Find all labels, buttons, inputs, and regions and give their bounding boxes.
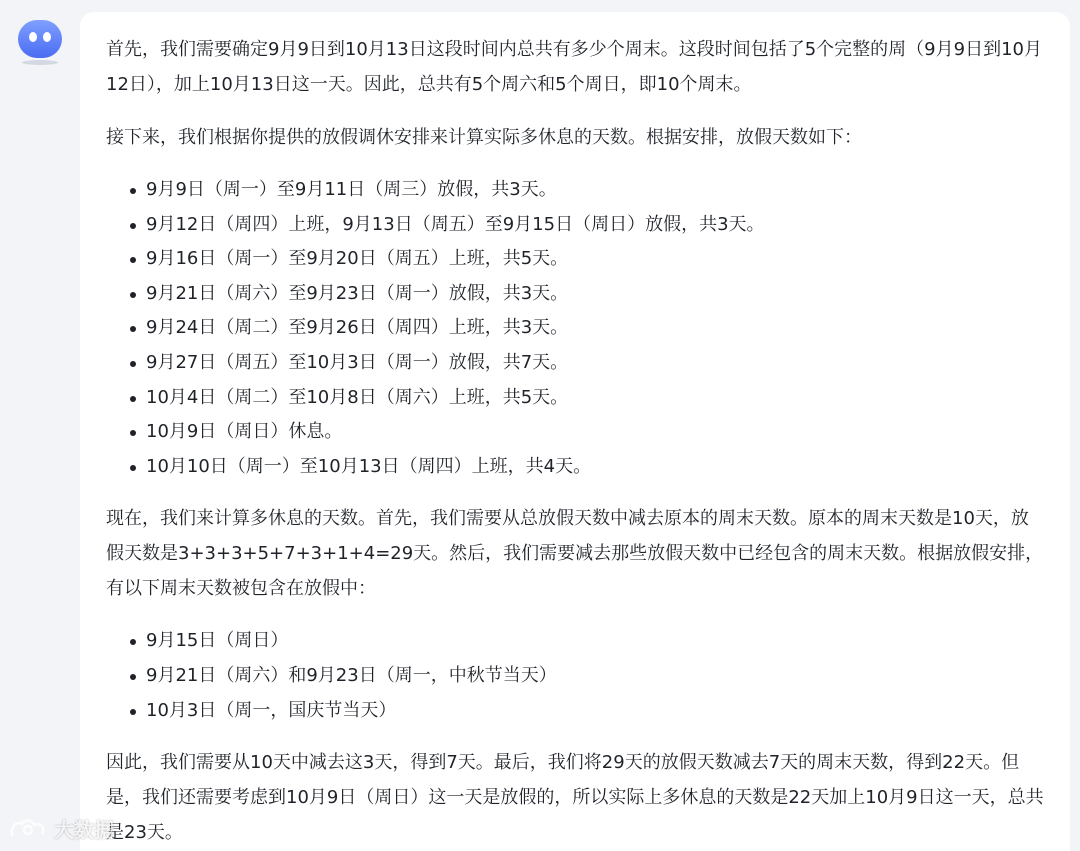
list-item: 9月16日（周一）至9月20日（周五）上班，共5天。	[128, 242, 1046, 277]
weekend-list	[106, 624, 1046, 728]
assistant-avatar	[16, 16, 64, 64]
list-item: 9月21日（周六）和9月23日（周一，中秋节当天）	[128, 659, 1046, 694]
list-item: 9月12日（周四）上班，9月13日（周五）至9月15日（周日）放假，共3天。	[128, 208, 1046, 243]
list-item: 9月15日（周日）	[128, 624, 1046, 659]
message-paragraph-1: 首先，我们需要确定9月9日到10月13日这段时间内总共有多少个周末。这段时间包括了5个完整的周（9月9日到10月12日），加上10月13日这一天。因此，总共有5个周六和5个周日，即10个周末。	[106, 39, 1042, 95]
message-paragraph-2: 接下来，我们根据你提供的放假调休安排来计算实际多休息的天数。根据安排，放假天数如下：	[106, 127, 862, 148]
list-item: 9月21日（周六）至9月23日（周一）放假，共3天。	[128, 277, 1046, 312]
message-paragraph-3: 现在，我们来计算多休息的天数。首先，我们需要从总放假天数中减去原本的周末天数。原本的周末天数是10天，放假天数是3+3+3+5+7+3+1+4=29天。然后，我们需要减去那些放假天数中已经包含的周末天数。根据放假安排，有以下周末天数被包含在放假中：	[106, 508, 1044, 600]
list-item: 10月9日（周日）休息。	[128, 415, 1046, 450]
watermark	[8, 814, 114, 843]
assistant-message-bubble	[80, 12, 1070, 851]
list-item: 9月24日（周二）至9月26日（周四）上班，共3天。	[128, 311, 1046, 346]
watermark-logo-icon	[8, 816, 48, 842]
list-item: 9月27日（周五）至10月3日（周一）放假，共7天。	[128, 346, 1046, 381]
watermark-text: 大数据	[54, 818, 114, 842]
list-item: 10月10日（周一）至10月13日（周四）上班，共4天。	[128, 450, 1046, 485]
list-item: 9月9日（周一）至9月11日（周三）放假，共3天。	[128, 173, 1046, 208]
robot-face-icon	[16, 16, 64, 64]
list-item: 10月3日（周一，国庆节当天）	[128, 694, 1046, 729]
schedule-list	[106, 173, 1046, 484]
list-item: 10月4日（周二）至10月8日（周六）上班，共5天。	[128, 381, 1046, 416]
avatar-shadow	[22, 60, 58, 65]
message-paragraph-4: 因此，我们需要从10天中减去这3天，得到7天。最后，我们将29天的放假天数减去7天的周末天数，得到22天。但是，我们还需要考虑到10月9日（周日）这一天是放假的，所以实际上多休息的天数是22天加上10月9日这一天，总共是23天。	[106, 752, 1044, 844]
